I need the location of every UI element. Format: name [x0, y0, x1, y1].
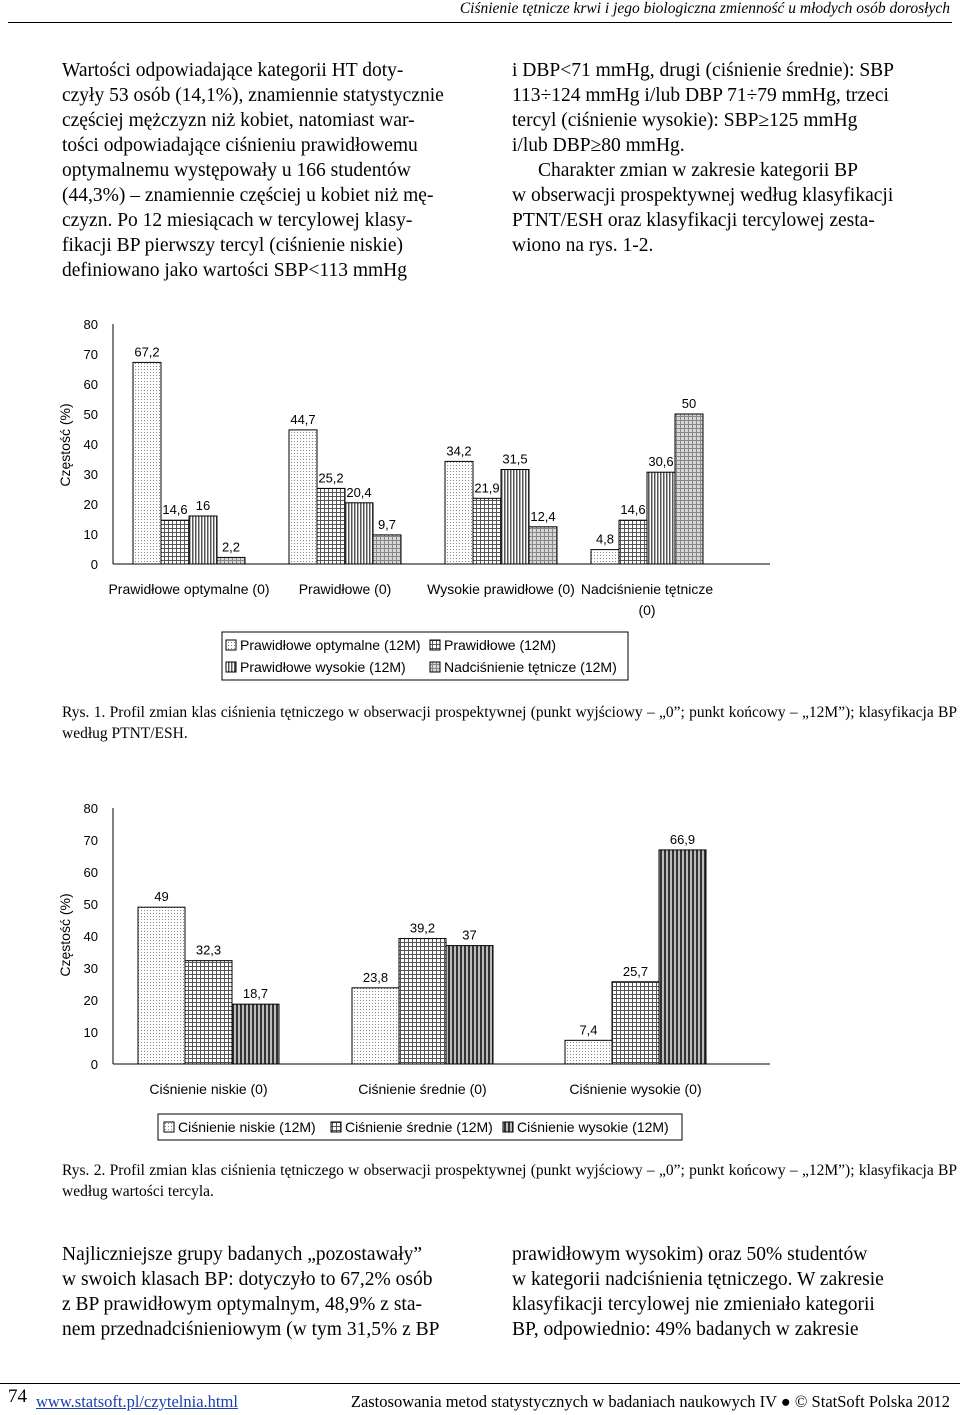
- category-label: (0): [638, 602, 656, 618]
- legend-label: Prawidłowe optymalne (12M): [240, 637, 421, 653]
- bar: [473, 498, 501, 564]
- y-tick-label: 80: [83, 317, 98, 332]
- text-line: i DBP<71 mmHg, drugi (ciśnienie średnie): SBP: [512, 60, 895, 81]
- data-label: 16: [195, 498, 211, 513]
- text-line: w kategorii nadciśnienia tętniczego. W zakresie: [512, 1269, 884, 1290]
- legend-swatch: [430, 662, 440, 672]
- y-tick-label: 20: [83, 993, 98, 1008]
- data-label: 21,9: [474, 480, 500, 496]
- bar: [161, 520, 189, 564]
- bar: [675, 414, 703, 564]
- data-label: 25,2: [318, 470, 344, 486]
- text-line: BP, odpowiednio: 49% badanych w zakresie: [512, 1319, 859, 1340]
- bottom-left-column: [62, 1242, 476, 1342]
- y-tick-label: 30: [83, 961, 98, 976]
- data-label: 34,2: [446, 443, 472, 459]
- bar: [373, 535, 401, 564]
- text-line: Najliczniejsze grupy badanych „pozostawały”: [62, 1244, 423, 1265]
- data-label: 9,7: [377, 516, 397, 532]
- text-line: w obserwacji prospektywnej według klasyfikacji: [512, 185, 894, 206]
- footer-text: Zastosowania metod statystycznych w badaniach naukowych IV ● © StatSoft Polska 2012: [350, 1392, 950, 1411]
- y-tick-label: 0: [90, 557, 98, 572]
- data-label: 20,4: [346, 484, 372, 500]
- y-tick-label: 30: [83, 467, 98, 482]
- bar: [399, 939, 446, 1064]
- figure-1-caption: Rys. 1. Profil zmian klas ciśnienia tętniczego w obserwacji prospektywnej (punkt wyjściowy – „0”; punkt końcowy – „12M”); klasyfikacja BP według PTNT/ESH.: [62, 704, 957, 742]
- text-line: tości odpowiadające ciśnieniu prawidłowemu: [62, 135, 418, 156]
- y-tick-label: 40: [83, 437, 98, 452]
- data-label: 30,6: [648, 454, 674, 470]
- chart-bp-ptnt-esh: [0, 300, 960, 700]
- text-line: czyły 53 osób (14,1%), znamiennie statystycznie: [62, 85, 444, 106]
- text-line: tercyl (ciśnienie wysokie): SBP≥125 mmHg: [512, 110, 858, 131]
- bar: [345, 503, 373, 564]
- legend-swatch: [430, 640, 440, 650]
- legend-label: Prawidłowe (12M): [444, 637, 557, 653]
- y-axis-label: Częstość (%): [57, 403, 73, 487]
- text-line: czyzn. Po 12 miesiącach w tercylowej klasy-: [62, 210, 413, 231]
- bar: [659, 850, 706, 1064]
- text-line: częściej mężczyzn niż kobiet, natomiast war-: [62, 110, 415, 131]
- text-line: definiowano jako wartości SBP<113 mmHg: [62, 260, 407, 281]
- bar: [647, 472, 675, 564]
- text-line: prawidłowym wysokim) oraz 50% studentów: [512, 1244, 868, 1265]
- bar: [232, 1004, 279, 1064]
- data-label: 2,2: [221, 539, 241, 555]
- figure-2-caption: Rys. 2. Profil zmian klas ciśnienia tętniczego w obserwacji prospektywnej (punkt wyjściowy – „0”; punkt końcowy – „12M”); klasyfikacja BP według wartości tercyla.: [62, 1162, 957, 1200]
- footer-link[interactable]: www.statsoft.pl/czytelnia.html: [36, 1392, 238, 1411]
- category-label: Prawidłowe (0): [298, 581, 392, 597]
- data-label: 39,2: [409, 920, 436, 936]
- y-tick-label: 60: [83, 377, 98, 392]
- data-label: 4,8: [595, 531, 615, 547]
- category-label: Ciśnienie wysokie (0): [569, 1081, 702, 1097]
- text-line: (44,3%) – znamiennie częściej u kobiet niż mę-: [62, 185, 434, 206]
- y-tick-label: 60: [83, 865, 98, 880]
- data-label: 32,3: [195, 942, 222, 958]
- bar: [289, 430, 317, 564]
- data-label: 67,2: [134, 344, 160, 360]
- legend-swatch: [226, 640, 236, 650]
- legend-label: Ciśnienie średnie (12M): [345, 1119, 493, 1135]
- legend-label: Ciśnienie wysokie (12M): [517, 1119, 669, 1135]
- bar: [446, 946, 493, 1064]
- y-tick-label: 0: [90, 1057, 98, 1072]
- category-label: Prawidłowe optymalne (0): [108, 581, 270, 597]
- bar: [612, 982, 659, 1064]
- data-label: 7,4: [579, 1022, 598, 1038]
- bar: [138, 907, 185, 1064]
- legend-label: Ciśnienie niskie (12M): [178, 1119, 316, 1135]
- text-line: w swoich klasach BP: dotyczyło to 67,2% osób: [62, 1269, 433, 1290]
- data-label: 50: [681, 396, 697, 411]
- y-tick-label: 10: [83, 527, 98, 542]
- data-label: 37: [462, 927, 477, 943]
- text-line: optymalnemu występowały u 166 studentów: [62, 160, 411, 181]
- header-rule: [8, 22, 952, 23]
- bar: [185, 961, 232, 1064]
- bar: [317, 488, 345, 564]
- y-tick-label: 50: [83, 407, 98, 422]
- data-label: 49: [154, 889, 169, 905]
- legend-label: Prawidłowe wysokie (12M): [240, 659, 406, 675]
- bottom-right-column: [512, 1242, 955, 1342]
- bar: [133, 362, 161, 564]
- category-label: Ciśnienie średnie (0): [358, 1081, 487, 1097]
- text-line: z BP prawidłowym optymalnym, 48,9% z sta-: [62, 1294, 422, 1315]
- legend-label: Nadciśnienie tętnicze (12M): [444, 659, 617, 675]
- data-label: 25,7: [622, 963, 649, 979]
- text-line: i/lub DBP≥80 mmHg.: [512, 135, 685, 156]
- data-label: 12,4: [530, 508, 556, 524]
- bar: [352, 988, 399, 1064]
- text-line: PTNT/ESH oraz klasyfikacji tercylowej zesta-: [512, 210, 875, 231]
- text-line: wiono na rys. 1-2.: [512, 235, 654, 256]
- y-tick-label: 10: [83, 1025, 98, 1040]
- data-label: 23,8: [362, 969, 389, 985]
- legend-swatch: [331, 1122, 341, 1132]
- legend-swatch: [226, 662, 236, 672]
- bar: [501, 470, 529, 565]
- y-tick-label: 20: [83, 497, 98, 512]
- footer-rule: [0, 1383, 960, 1384]
- text-line: Charakter zmian w zakresie kategorii BP: [538, 160, 859, 181]
- bar: [189, 516, 217, 564]
- text-line: 113÷124 mmHg i/lub DBP 71÷79 mmHg, trzeci: [512, 85, 889, 106]
- y-tick-label: 40: [83, 929, 98, 944]
- data-label: 14,6: [620, 502, 646, 518]
- y-tick-label: 70: [83, 833, 98, 848]
- bar: [591, 550, 619, 564]
- category-label: Ciśnienie niskie (0): [149, 1081, 268, 1097]
- data-label: 66,9: [669, 831, 696, 847]
- bar: [445, 461, 473, 564]
- bar: [217, 557, 245, 564]
- top-right-column: [512, 58, 955, 258]
- data-label: 18,7: [242, 986, 269, 1002]
- chart-bp-tercile: [0, 790, 960, 1150]
- y-tick-label: 50: [83, 897, 98, 912]
- text-line: Wartości odpowiadające kategorii HT doty-: [62, 60, 404, 81]
- running-header: Ciśnienie tętnicze krwi i jego biologiczna zmienność u młodych osób dorosłych: [459, 0, 950, 17]
- bar: [529, 527, 557, 564]
- legend-swatch: [503, 1122, 513, 1132]
- text-line: klasyfikacji tercylowej nie zmieniało kategorii: [512, 1294, 875, 1315]
- category-label: Wysokie prawidłowe (0): [427, 581, 575, 597]
- data-label: 44,7: [290, 411, 316, 427]
- bar: [565, 1040, 612, 1064]
- y-axis-label: Częstość (%): [57, 893, 73, 977]
- y-tick-label: 80: [83, 801, 98, 816]
- data-label: 14,6: [162, 502, 188, 518]
- top-left-column: [62, 58, 476, 283]
- page-number: 74: [8, 1386, 27, 1407]
- legend-swatch: [164, 1122, 174, 1132]
- data-label: 31,5: [502, 451, 528, 467]
- text-line: fikacji BP pierwszy tercyl (ciśnienie niskie): [62, 235, 403, 256]
- y-tick-label: 70: [83, 347, 98, 362]
- bar: [619, 520, 647, 564]
- category-label: Nadciśnienie tętnicze: [580, 581, 714, 597]
- text-line: nem przednadciśnieniowym (w tym 31,5% z BP: [62, 1319, 440, 1340]
